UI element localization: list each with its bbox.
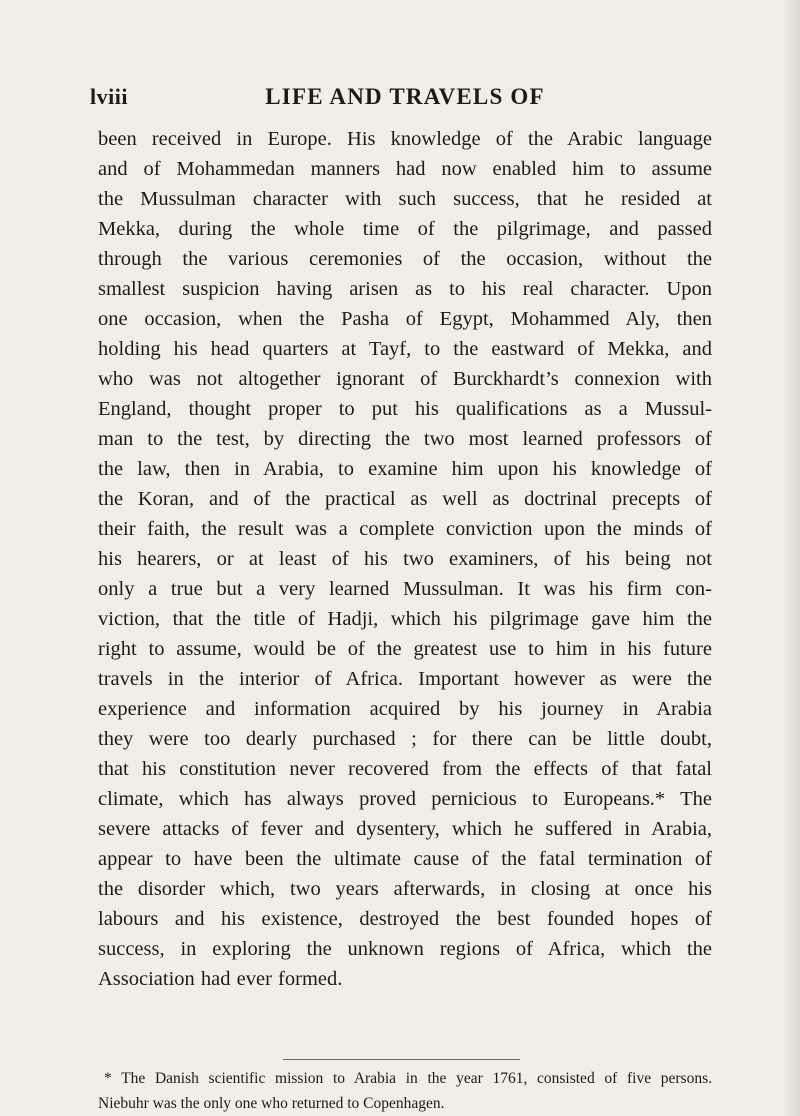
text-line: experience and information acquired by his journey in Arabia [98, 698, 712, 720]
text-line: viction, that the title of Hadji, which his pilgrimage gave him the [98, 608, 712, 630]
text-line: travels in the interior of Africa. Important however as were the [98, 668, 712, 690]
text-line: who was not altogether ignorant of Burckhardt’s connexion with [98, 368, 712, 390]
text-line: only a true but a very learned Mussulman. It was his firm con- [98, 578, 712, 600]
footnote-line: Niebuhr was the only one who returned to Copenhagen. [98, 1095, 445, 1112]
footnote-line: * The Danish scientific mission to Arabia in the year 1761, consisted of five persons. [104, 1070, 712, 1087]
text-line: Association had ever formed. [98, 968, 343, 990]
text-line: right to assume, would be of the greatest use to him in his future [98, 638, 712, 660]
text-line: man to the test, by directing the two most learned professors of [98, 428, 712, 450]
text-line: the law, then in Arabia, to examine him upon his knowledge of [98, 458, 712, 480]
text-line: that his constitution never recovered from the effects of that fatal [98, 758, 712, 780]
text-line: been received in Europe. His knowledge of the Arabic language [98, 128, 712, 150]
running-title: LIFE AND TRAVELS OF [265, 84, 545, 109]
text-line: the Mussulman character with such success, that he resided at [98, 188, 712, 210]
page-number: lviii [90, 84, 128, 109]
page-edge-shadow [782, 0, 800, 1116]
text-line: his hearers, or at least of his two examiners, of his being not [98, 548, 712, 570]
text-line: one occasion, when the Pasha of Egypt, Mohammed Aly, then [98, 308, 712, 330]
text-line: they were too dearly purchased ; for there can be little doubt, [98, 728, 712, 750]
running-head [90, 84, 702, 116]
text-line: through the various ceremonies of the occasion, without the [98, 248, 712, 270]
text-line: holding his head quarters at Tayf, to the eastward of Mekka, and [98, 338, 712, 360]
text-line: the Koran, and of the practical as well as doctrinal precepts of [98, 488, 712, 510]
main-text [98, 124, 712, 994]
text-line: England, thought proper to put his qualifications as a Mussul- [98, 398, 712, 420]
text-line: Mekka, during the whole time of the pilgrimage, and passed [98, 218, 712, 240]
text-line: and of Mohammedan manners had now enabled him to assume [98, 158, 712, 180]
text-line: appear to have been the ultimate cause of the fatal termination of [98, 848, 712, 870]
text-line: labours and his existence, destroyed the best founded hopes of [98, 908, 712, 930]
footnote-divider [283, 1059, 520, 1060]
text-line: smallest suspicion having arisen as to his real character. Upon [98, 278, 712, 300]
footnote [98, 1066, 712, 1116]
text-line: success, in exploring the unknown regions of Africa, which the [98, 938, 712, 960]
text-line: their faith, the result was a complete conviction upon the minds of [98, 518, 712, 540]
text-line: severe attacks of fever and dysentery, which he suffered in Arabia, [98, 818, 712, 840]
text-line: the disorder which, two years afterwards, in closing at once his [98, 878, 712, 900]
text-line: climate, which has always proved pernicious to Europeans.* The [98, 788, 712, 810]
